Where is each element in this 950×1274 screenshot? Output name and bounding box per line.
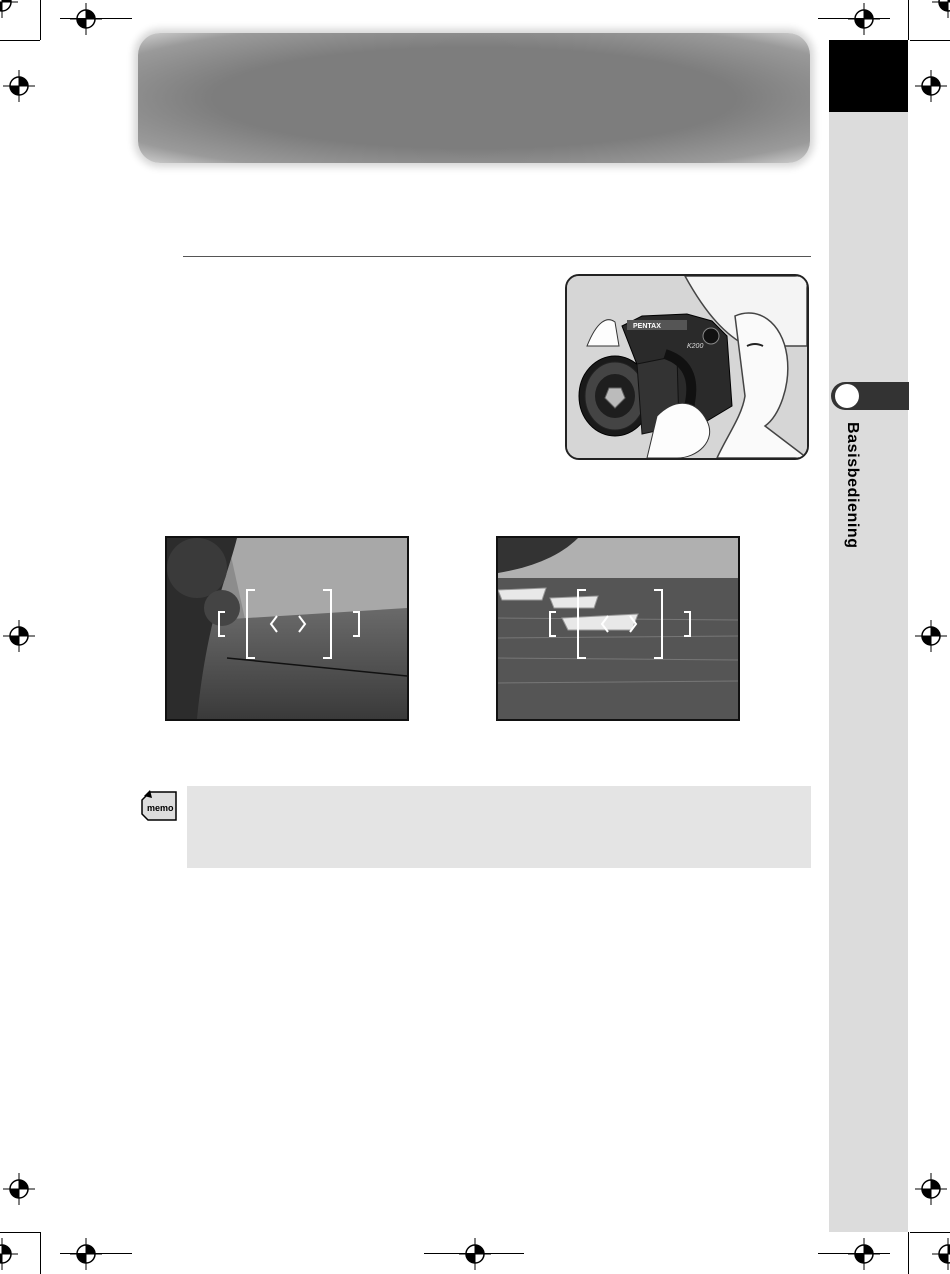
chapter-number-badge: [835, 384, 859, 408]
crop-mark: [910, 40, 950, 41]
registration-mark-icon: [70, 1238, 102, 1270]
camera-model-text: K200: [687, 343, 704, 350]
registration-mark-icon: [915, 620, 947, 652]
chapter-tab-strip: [829, 112, 908, 1232]
memo-icon-text: memo: [147, 803, 174, 813]
section-divider: [183, 256, 811, 257]
crop-mark: [40, 0, 41, 40]
registration-mark-icon: [915, 1173, 947, 1205]
section-title-banner: [138, 33, 810, 163]
crop-mark: [908, 0, 909, 40]
registration-mark-icon: [932, 0, 950, 18]
registration-mark-icon: [848, 1238, 880, 1270]
crop-mark: [910, 1232, 950, 1233]
registration-mark-icon: [459, 1238, 491, 1270]
chapter-tab-header: [829, 40, 908, 112]
crop-mark: [40, 1232, 41, 1274]
camera-brand-text: PENTAX: [633, 323, 661, 330]
viewfinder-photo-right: [496, 536, 740, 721]
registration-mark-icon: [848, 3, 880, 35]
memo-icon: [138, 786, 178, 826]
registration-mark-icon: [915, 70, 947, 102]
crop-mark: [908, 1232, 909, 1274]
camera-focus-illustration: [565, 274, 809, 460]
viewfinder-photo-left: [165, 536, 409, 721]
registration-mark-icon: [70, 3, 102, 35]
registration-mark-icon: [3, 1173, 35, 1205]
registration-mark-icon: [932, 1238, 950, 1270]
memo-box: [187, 786, 811, 868]
registration-mark-icon: [3, 620, 35, 652]
chapter-tab-label: Basisbediening: [844, 422, 861, 549]
registration-mark-icon: [0, 0, 18, 18]
registration-mark-icon: [0, 1238, 18, 1270]
crop-mark: [0, 1232, 40, 1233]
crop-mark: [0, 40, 40, 41]
registration-mark-icon: [3, 70, 35, 102]
